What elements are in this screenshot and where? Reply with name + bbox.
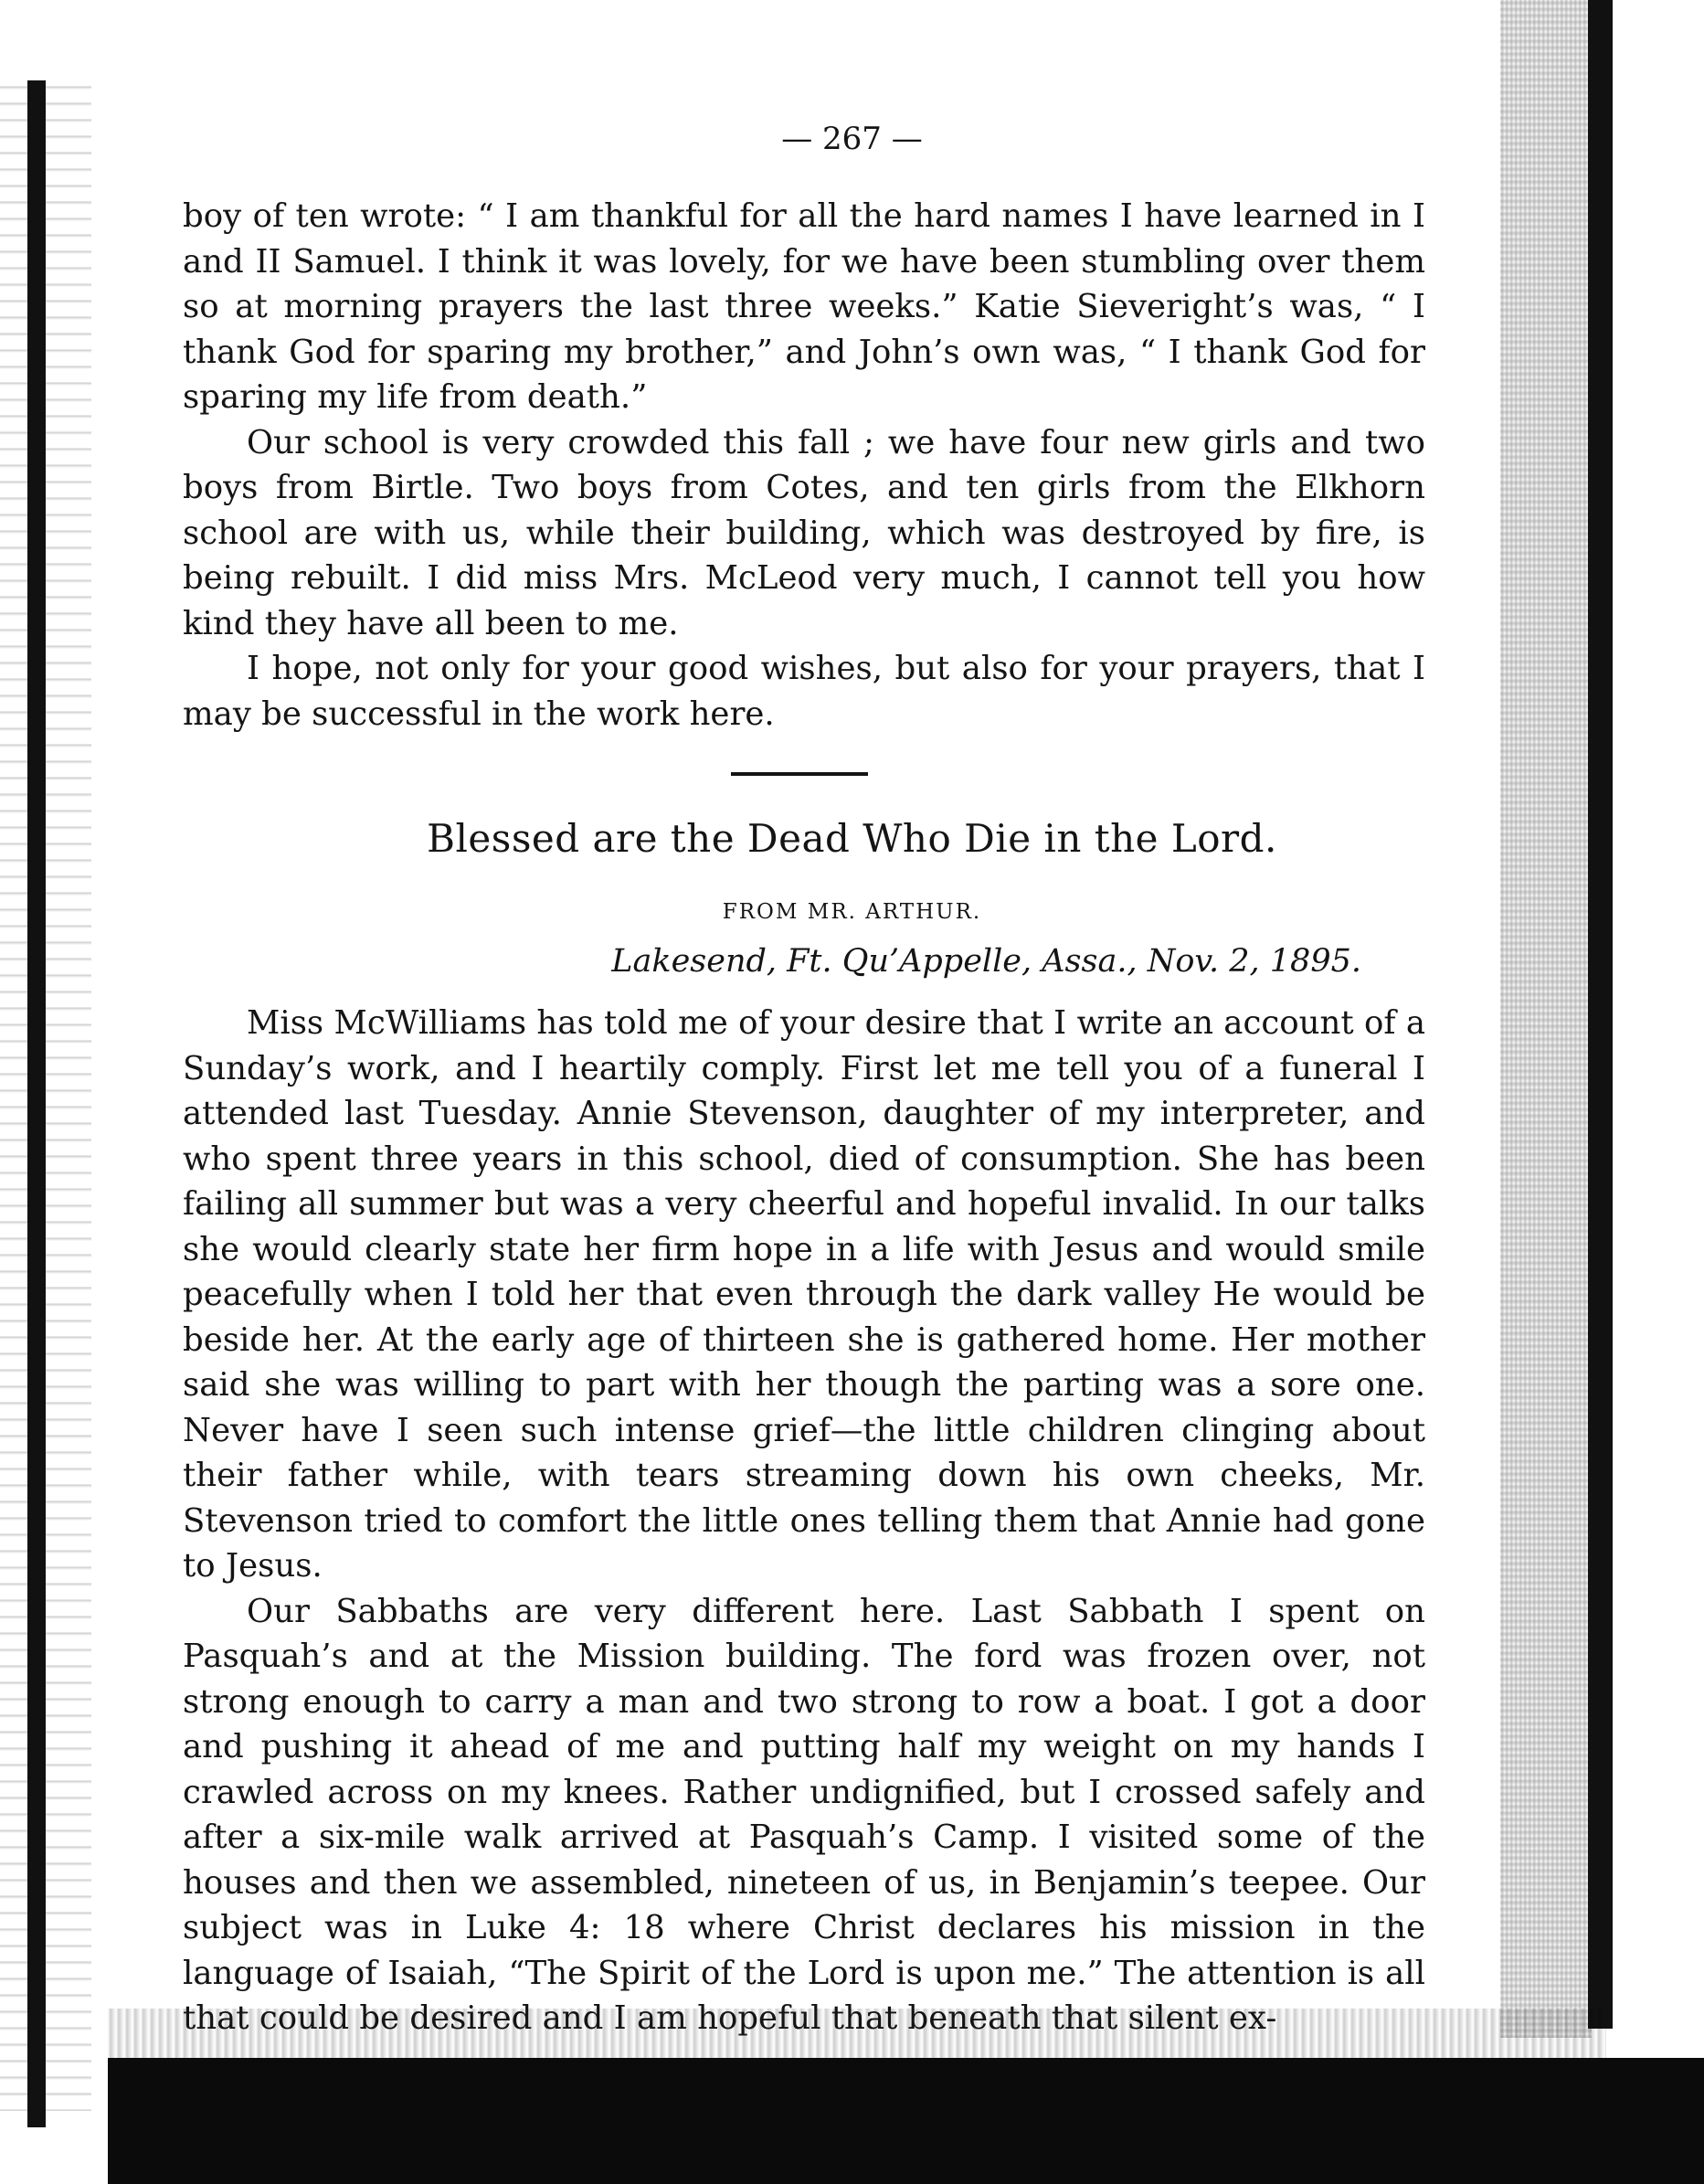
scan-shadow-left <box>0 73 91 2111</box>
paragraph: Our school is very crowded this fall ; we have four new girls and two boys from Birtle. Two boys from Cotes, and ten girls from the Elkhorn school are with us, while their building, which was destroyed by fire, is being rebuilt. I did miss Mrs. McLeod very much, I cannot tell you how kind they have all been to me. <box>183 423 1425 642</box>
paragraph: Miss McWilliams has told me of your desire that I write an account of a Sunday’s work, and I heartily comply. First let me tell you of a funeral I attended last Tuesday. Annie Stevenson, daughter of my interpreter, and who spent three years in this school, died of consumption. She has been failing all summer but was a very cheerful and hopeful invalid. In our talks she would clearly state her firm hope in a life with Jesus and would smile peacefully when I told her that even through the dark valley He would be beside her. At the early age of thirteen she is gathered home. Her mother said she was willing to part with her though the parting was a sore one. Never have I seen such intense grief—the little children clinging about their father while, with tears streaming down his own cheeks, Mr. Stevenson tried to comfort the little ones telling them that Annie had gone to Jesus. <box>183 1004 1425 1585</box>
paragraph: I hope, not only for your good wishes, but also for your prayers, that I may be successful in the work here. <box>183 650 1425 733</box>
scan-border-left <box>27 80 46 2127</box>
scan-border-bottom <box>108 2058 1704 2184</box>
letter-continuation <box>183 194 1425 737</box>
article-byline: FROM MR. ARTHUR. <box>722 900 982 924</box>
scan-shadow-right <box>1500 0 1592 2038</box>
page-number: — 267 — <box>781 121 923 157</box>
article-title: Blessed are the Dead Who Die in the Lord. <box>427 816 1277 861</box>
article-body <box>183 1001 1425 2041</box>
section-divider <box>731 772 868 776</box>
paragraph: Our Sabbaths are very different here. Last Sabbath I spent on Pasquah’s and at the Mission building. The ford was frozen over, not strong enough to carry a man and two strong to row a boat. I got a door and pushing it ahead of me and putting half my weight on my hands I crawled across on my knees. Rather undignified, but I crossed safely and after a six-mile walk arrived at Pasquah’s Camp. I visited some of the houses and then we assembled, nineteen of us, in Benjamin’s teepee. Our subject was in Luke 4: 18 where Christ declares his mission in the language of Isaiah, “The Spirit of the Lord is upon me.” The attention is all that could be desired and I am hopeful that beneath that silent ex- <box>183 1592 1425 2037</box>
scan-border-right <box>1588 0 1613 2029</box>
paragraph: boy of ten wrote: “ I am thankful for all the hard names I have learned in I and II Samuel. I think it was lovely, for we have been stumbling over them so at morning prayers the last three weeks.” Katie Sieveright’s was, “ I thank God for sparing my brother,” and John’s own was, “ I thank God for sparing my life from death.” <box>183 197 1425 416</box>
article-dateline: Lakesend, Ft. Qu’Appelle, Assa., Nov. 2, 1895. <box>611 943 1361 980</box>
